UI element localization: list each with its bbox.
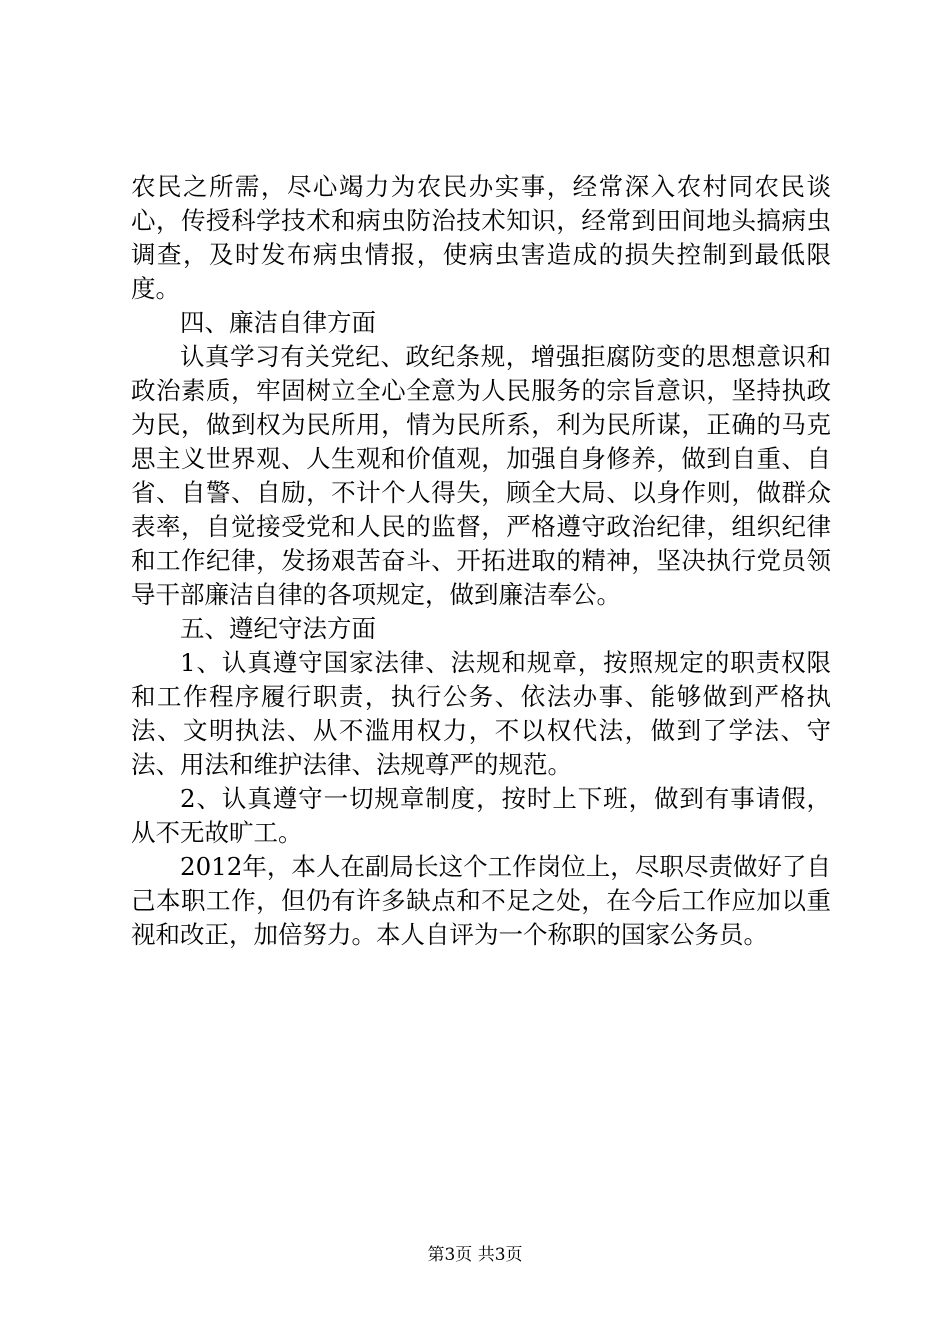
paragraph-law-1: 1、认真遵守国家法律、法规和规章，按照规定的职责权限和工作程序履行职责，执行公务、依法办事、能够做到严格执法、文明执法、从不滥用权力，不以权代法，做到了学法、守法、用法和维护法律、法规尊严的规范。 xyxy=(131,648,831,779)
page-number-footer: 第3页 共3页 xyxy=(427,1245,523,1265)
document-body xyxy=(131,170,831,952)
paragraph-law-2: 2、认真遵守一切规章制度，按时上下班，做到有事请假，从不无故旷工。 xyxy=(131,784,831,847)
paragraph-continuation: 农民之所需，尽心竭力为农民办实事，经常深入农村同农民谈心，传授科学技术和病虫防治技术知识，经常到田间地头搞病虫调查，及时发布病虫情报，使病虫害造成的损失控制到最低限度。 xyxy=(131,172,831,303)
section-heading-integrity: 四、廉洁自律方面 xyxy=(180,308,376,337)
section-heading-law: 五、遵纪守法方面 xyxy=(180,614,376,643)
paragraph-summary: 2012年，本人在副局长这个工作岗位上，尽职尽责做好了自己本职工作，但仍有许多缺点和不足之处，在今后工作应加以重视和改正，加倍努力。本人自评为一个称职的国家公务员。 xyxy=(131,852,831,949)
paragraph-integrity: 认真学习有关党纪、政纪条规，增强拒腐防变的思想意识和政治素质，牢固树立全心全意为人民服务的宗旨意识，坚持执政为民，做到权为民所用，情为民所系，利为民所谋，正确的马克思主义世界观、人生观和价值观，加强自身修养，做到自重、自省、自警、自励，不计个人得失，顾全大局、以身作则，做群众表率，自觉接受党和人民的监督，严格遵守政治纪律，组织纪律和工作纪律，发扬艰苦奋斗、开拓进取的精神，坚决执行党员领导干部廉洁自律的各项规定，做到廉洁奉公。 xyxy=(131,342,831,609)
